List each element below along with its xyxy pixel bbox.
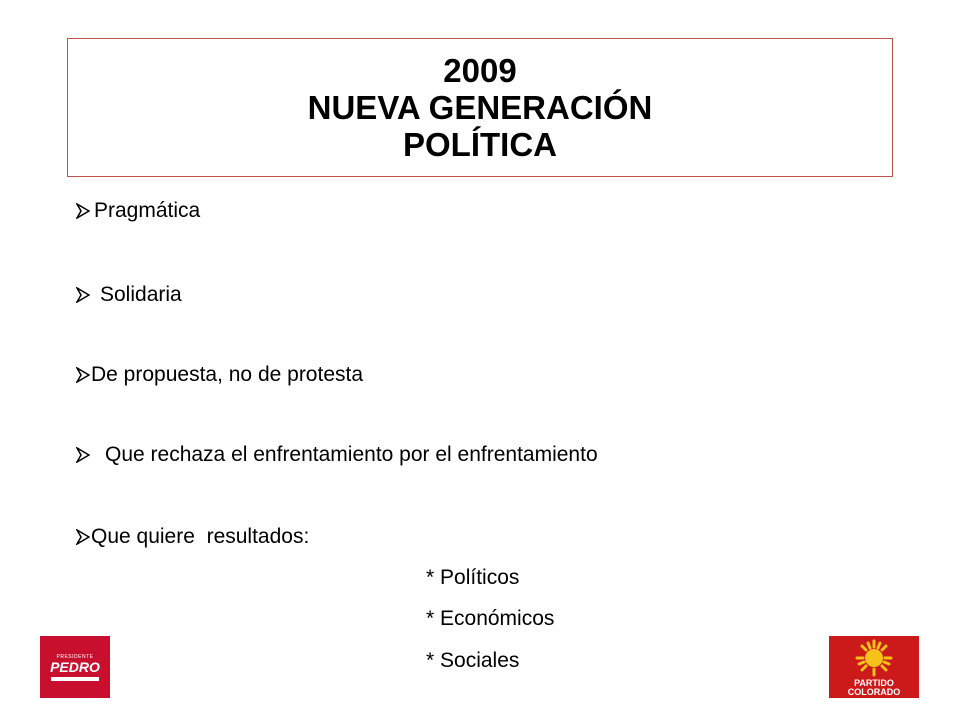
arrow-bullet-icon bbox=[76, 203, 90, 219]
logo-text-line-2: COLORADO bbox=[847, 687, 901, 697]
bullet-item bbox=[76, 283, 182, 307]
arrow-bullet-icon bbox=[76, 367, 90, 383]
result-item: * Económicos bbox=[426, 607, 555, 630]
bullet-text: Que rechaza el enfrentamiento por el enfrentamiento bbox=[105, 443, 598, 466]
candidate-logo bbox=[40, 636, 110, 698]
arrow-bullet-icon bbox=[76, 447, 90, 463]
logo-main-text: PEDRO bbox=[50, 658, 100, 675]
arrow-bullet-icon bbox=[76, 529, 90, 545]
bullet-item bbox=[76, 199, 200, 223]
party-logo bbox=[829, 636, 919, 698]
bullet-item bbox=[76, 363, 363, 387]
title-line-2: NUEVA GENERACIÓN bbox=[307, 89, 653, 126]
result-item: * Sociales bbox=[426, 649, 520, 672]
bullet-text: Solidaria bbox=[100, 283, 182, 306]
bullet-text: Que quiere resultados: bbox=[91, 525, 310, 548]
bullet-text: Pragmática bbox=[94, 199, 201, 222]
bullet-item bbox=[76, 443, 598, 467]
title-year: 2009 bbox=[443, 52, 517, 89]
logo-small-text: PRESIDENTE bbox=[56, 653, 94, 660]
bullet-text: De propuesta, no de protesta bbox=[91, 363, 364, 386]
arrow-bullet-icon bbox=[76, 287, 90, 303]
bullet-item bbox=[76, 525, 309, 549]
logo-strip bbox=[51, 677, 99, 681]
result-item: * Políticos bbox=[426, 566, 520, 589]
logo-text-line-1: PARTIDO bbox=[854, 678, 894, 688]
title-line-3: POLÍTICA bbox=[403, 126, 557, 163]
